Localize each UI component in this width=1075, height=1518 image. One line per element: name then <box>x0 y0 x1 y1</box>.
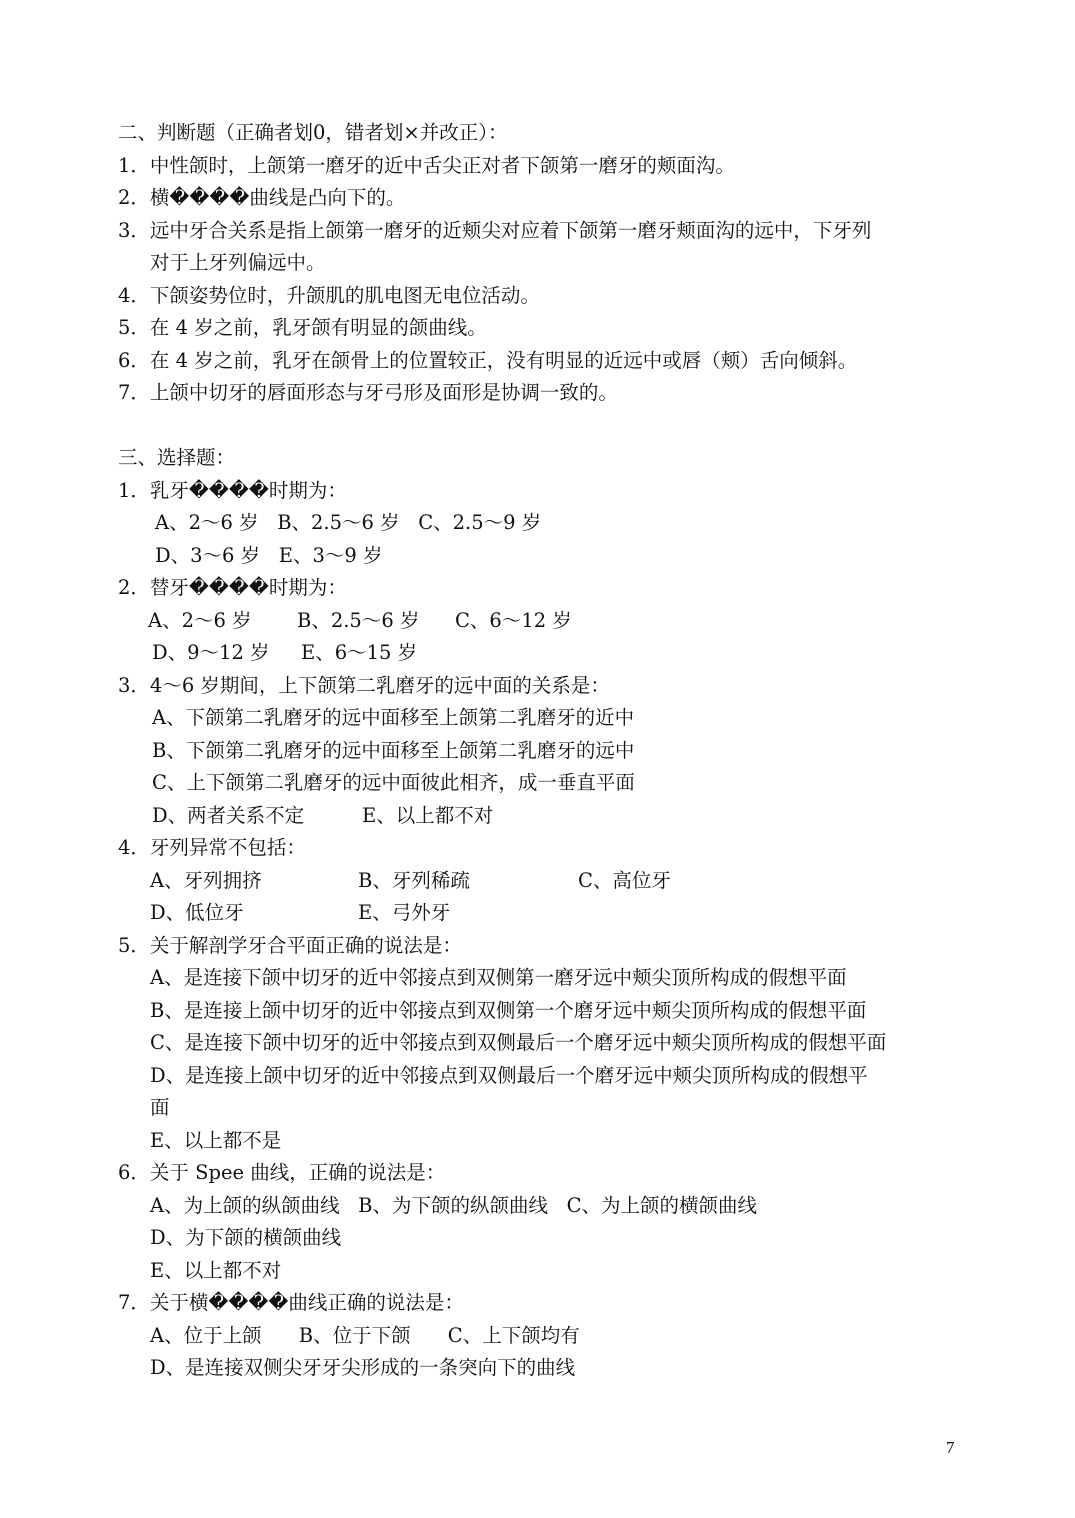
choice-q4-stem: 4．牙列异常不包括： <box>118 836 306 859</box>
choice-q3-stem: 3．4～6 岁期间，上下颌第二乳磨牙的远中面的关系是： <box>118 674 610 697</box>
choice-q5-option-a: A、是连接下颌中切牙的近中邻接点到双侧第一磨牙远中颊尖顶所构成的假想平面 <box>150 966 847 989</box>
choice-q2-option-b: B、2.5～6 岁 <box>297 609 420 632</box>
choice-q2-option-e: E、6～15 岁 <box>301 641 418 664</box>
choice-q1-options-row1: A、2～6 岁 B、2.5～6 岁 C、2.5～9 岁 <box>155 511 542 534</box>
section2-heading: 二、判断题（正确者划0，错者划×并改正）： <box>118 121 508 144</box>
page-number: 7 <box>946 1438 955 1457</box>
judgement-item-5: 5．在 4 岁之前，乳牙颌有明显的颌曲线。 <box>118 316 487 339</box>
choice-q1-options-row2: D、3～6 岁 E、3～9 岁 <box>155 544 383 567</box>
choice-q6-option-d: D、为下颌的横颌曲线 <box>150 1226 342 1249</box>
judgement-item-3-cont: 对于上牙列偏远中。 <box>150 251 326 274</box>
choice-q7-options-row1: A、位于上颌 B、位于下颌 C、上下颌均有 <box>150 1324 580 1347</box>
choice-q3-option-e: E、以上都不对 <box>362 804 494 827</box>
choice-q3-option-a: A、下颌第二乳磨牙的远中面移至上颌第二乳磨牙的近中 <box>152 706 635 729</box>
choice-q1-stem: 1．乳牙����时期为： <box>118 479 347 502</box>
choice-q5-option-d: D、是连接上颌中切牙的近中邻接点到双侧最后一个磨牙远中颊尖顶所构成的假想平 <box>150 1064 868 1087</box>
choice-q5-stem: 5．关于解剖学牙合平面正确的说法是： <box>118 934 462 957</box>
judgement-item-6: 6．在 4 岁之前，乳牙在颌骨上的位置较正，没有明显的近远中或唇（颊）舌向倾斜。 <box>118 349 858 372</box>
choice-q7-stem: 7．关于横����曲线正确的说法是： <box>118 1291 464 1314</box>
judgement-item-3: 3．远中牙合关系是指上颌第一磨牙的近颊尖对应着下颌第一磨牙颊面沟的远中，下牙列 <box>118 219 872 242</box>
choice-q4-option-b: B、牙列稀疏 <box>358 869 470 892</box>
choice-q4-option-c: C、高位牙 <box>578 869 671 892</box>
judgement-item-4: 4．下颌姿势位时，升颌肌的肌电图无电位活动。 <box>118 284 540 307</box>
choice-q3-option-b: B、下颌第二乳磨牙的远中面移至上颌第二乳磨牙的远中 <box>152 739 635 762</box>
judgement-item-7: 7．上颌中切牙的唇面形态与牙弓形及面形是协调一致的。 <box>118 381 618 404</box>
section3-heading: 三、选择题： <box>118 446 236 469</box>
judgement-item-2: 2．横����曲线是凸向下的。 <box>118 186 406 209</box>
choice-q5-option-e: E、以上都不是 <box>150 1129 282 1152</box>
choice-q6-options-row1: A、为上颌的纵颌曲线 B、为下颌的纵颌曲线 C、为上颌的横颌曲线 <box>150 1194 758 1217</box>
choice-q2-option-c: C、6～12 岁 <box>455 609 572 632</box>
choice-q2-option-a: A、2～6 岁 <box>148 609 252 632</box>
choice-q6-option-e: E、以上都不对 <box>150 1259 282 1282</box>
choice-q4-option-e: E、弓外牙 <box>358 901 451 924</box>
choice-q2-stem: 2．替牙����时期为： <box>118 576 347 599</box>
choice-q4-option-a: A、牙列拥挤 <box>150 869 262 892</box>
choice-q4-option-d: D、低位牙 <box>150 901 244 924</box>
choice-q3-option-d: D、两者关系不定 <box>152 804 305 827</box>
choice-q5-option-b: B、是连接上颌中切牙的近中邻接点到双侧第一个磨牙远中颊尖顶所构成的假想平面 <box>150 999 867 1022</box>
choice-q7-option-d: D、是连接双侧尖牙牙尖形成的一条突向下的曲线 <box>150 1356 576 1379</box>
choice-q2-option-d: D、9～12 岁 <box>152 641 270 664</box>
judgement-item-1: 1．中性颌时，上颌第一磨牙的近中舌尖正对者下颌第一磨牙的颊面沟。 <box>118 154 735 177</box>
choice-q5-option-c: C、是连接下颌中切牙的近中邻接点到双侧最后一个磨牙远中颊尖顶所构成的假想平面 <box>150 1031 887 1054</box>
choice-q3-option-c: C、上下颌第二乳磨牙的远中面彼此相齐，成一垂直平面 <box>152 771 635 794</box>
choice-q5-option-d-cont: 面 <box>150 1096 170 1119</box>
choice-q6-stem: 6．关于 Spee 曲线，正确的说法是： <box>118 1161 446 1184</box>
